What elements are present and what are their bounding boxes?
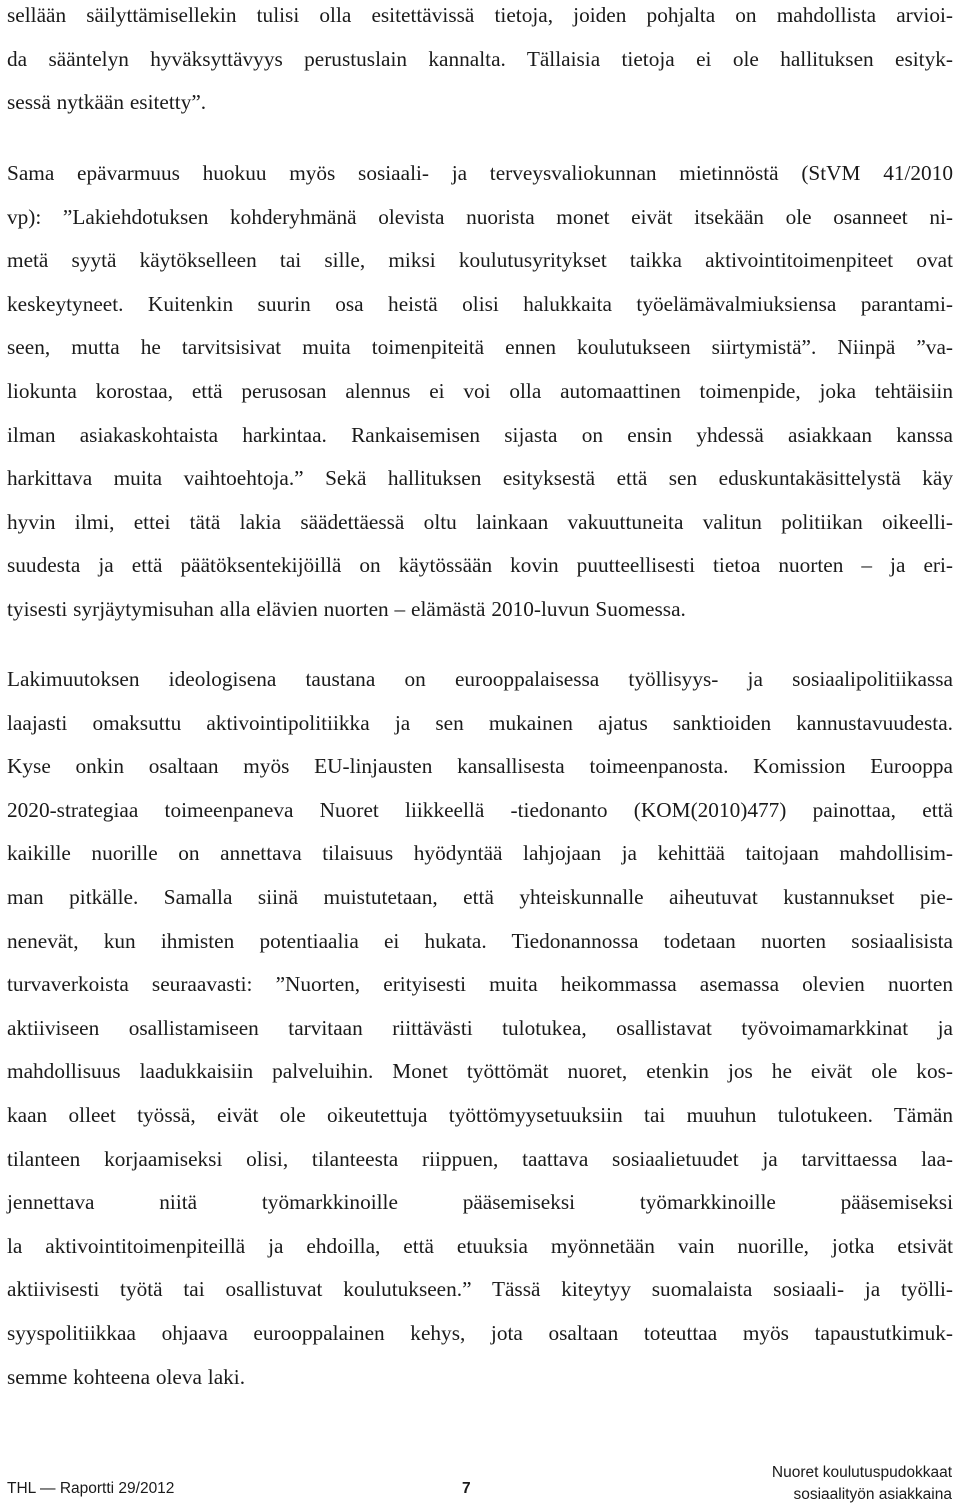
text-line: 2020-strategiaa toimeenpaneva Nuoret liikkeellä -tiedonanto (KOM(2010)477) painottaa, että <box>7 797 953 822</box>
text-line: seen, mutta he tarvitsisivat muita toimenpiteitä ennen koulutukseen siirtymistä”. Niinpä ”va- <box>7 335 953 360</box>
text-line: Lakimuutoksen ideologisena taustana on eurooppalaisessa työllisyys- ja sosiaalipolitiikassa <box>7 667 953 691</box>
paragraph-ideological-background <box>7 658 953 1399</box>
page-footer <box>0 1462 960 1501</box>
running-title-line: Nuoret koulutuspudokkaat <box>771 1464 952 1481</box>
text-line: da sääntelyn hyväksyttävyys perustuslain kannalta. Tällaisia tietoja ei ole hallituksen esityk- <box>7 46 953 71</box>
text-line: hyvin ilmi, ettei tätä lakia säädettäessä oltu lainkaan vakuuttuneita valitun politiikan oikeelli- <box>7 509 953 534</box>
text-line: tilanteen korjaamiseksi olisi, tilanteesta riippuen, taattava sosiaalietuudet ja tarvittaessa laa- <box>7 1146 953 1171</box>
text-line: sellään säilyttämisellekin tulisi olla esitettävissä tietoja, joiden pohjalta on mahdollista arvioi- <box>7 3 953 27</box>
text-line: syyspolitiikkaa ohjaava eurooppalainen kehys, jota osaltaan toteuttaa myös tapaustutkimuk- <box>7 1320 953 1345</box>
text-line: la aktivointitoimenpiteillä ja ehdoilla, että etuuksia myönnetään vain nuorille, jotka etsivät <box>7 1233 953 1258</box>
text-line: Sama epävarmuus huokuu myös sosiaali- ja terveysvaliokunnan mietinnöstä (StVM 41/2010 <box>7 161 953 185</box>
text-line: nenevät, kun ihmisten potentiaalia ei hukata. Tiedonannossa todetaan nuorten sosiaalisista <box>7 928 953 953</box>
text-line: liokunta korostaa, että perusosan alennus ei voi olla automaattinen toimenpide, joka tehtäisiin <box>7 378 953 403</box>
text-line: turvaverkoista seuraavasti: ”Nuorten, erityisesti muita heikommassa asemassa olevien nuorten <box>7 972 953 997</box>
text-line: keskeytyneet. Kuitenkin suurin osa heistä olisi halukkaita työelämävalmiuksiensa parantami- <box>7 291 953 316</box>
text-line: Kyse onkin osaltaan myös EU-linjausten kansallisesta toimeenpanosta. Komission Eurooppa <box>7 754 953 779</box>
text-line: aktiivisesti työtä tai osallistuvat koulutukseen.” Tässä kiteytyy suomalaista sosiaali- ja työlli- <box>7 1277 953 1302</box>
text-line: aktiiviseen osallistamiseen tarvitaan riittävästi tulotukea, osallistavat työvoimamarkkinat ja <box>7 1015 953 1040</box>
text-line: harkittava muita vaihtoehtoja.” Sekä hallituksen esityksestä että sen eduskuntakäsittelystä käy <box>7 466 953 491</box>
text-line: kaikille nuorille on annettava tilaisuus hyödyntää lahjojaan ja kehittää taitojaan mahdollisim- <box>7 841 953 866</box>
running-title-line: sosiaalityön asiakkaina <box>793 1486 952 1503</box>
text-line: vp): ”Lakiehdotuksen kohderyhmänä olevista nuorista monet eivät itsekään ole osanneet ni- <box>7 204 953 229</box>
text-line: sessä nytkään esitetty”. <box>7 90 207 115</box>
text-line: laajasti omaksuttu aktivointipolitiikka ja sen mukainen ajatus sanktioiden kannustavuudesta. <box>7 710 953 735</box>
text-line: man pitkälle. Samalla siinä muistutetaan, että yhteiskunnalle aiheutuvat kustannukset pie- <box>7 884 953 909</box>
text-line: jennettava niitä työmarkkinoille pääsemiseksi työmarkkinoille pääsemiseksi <box>7 1190 953 1215</box>
text-line: ilman asiakaskohtaista harkintaa. Rankaisemisen sijasta on ensin yhdessä asiakkaan kanssa <box>7 422 953 447</box>
footer-publication: THL — Raportti 29/2012 <box>7 1480 175 1497</box>
paragraph-committee-report <box>7 152 953 632</box>
text-line: semme kohteena oleva laki. <box>7 1364 246 1389</box>
footer-running-title <box>772 1462 952 1506</box>
paragraph-continuation <box>7 0 953 125</box>
text-line: kaan olleet työssä, eivät ole oikeutettuja työttömyysetuuksiin tai muuhun tulotukeen. Tämän <box>7 1102 953 1127</box>
page-number: 7 <box>462 1480 471 1497</box>
text-line: mahdollisuus laadukkaisiin palveluihin. Monet työttömät nuoret, etenkin jos he eivät ole kos- <box>7 1059 953 1084</box>
text-line: tyisesti syrjäytymisuhan alla elävien nuorten – elämästä 2010-luvun Suomessa. <box>7 596 686 621</box>
text-line: suudesta ja että päätöksentekijöillä on käytössään kovin puutteellisesti tietoa nuorten – ja eri- <box>7 553 953 578</box>
text-line: metä syytä käytökselleen tai sille, miksi koulutusyritykset taikka aktivointitoimenpiteet ovat <box>7 248 953 273</box>
